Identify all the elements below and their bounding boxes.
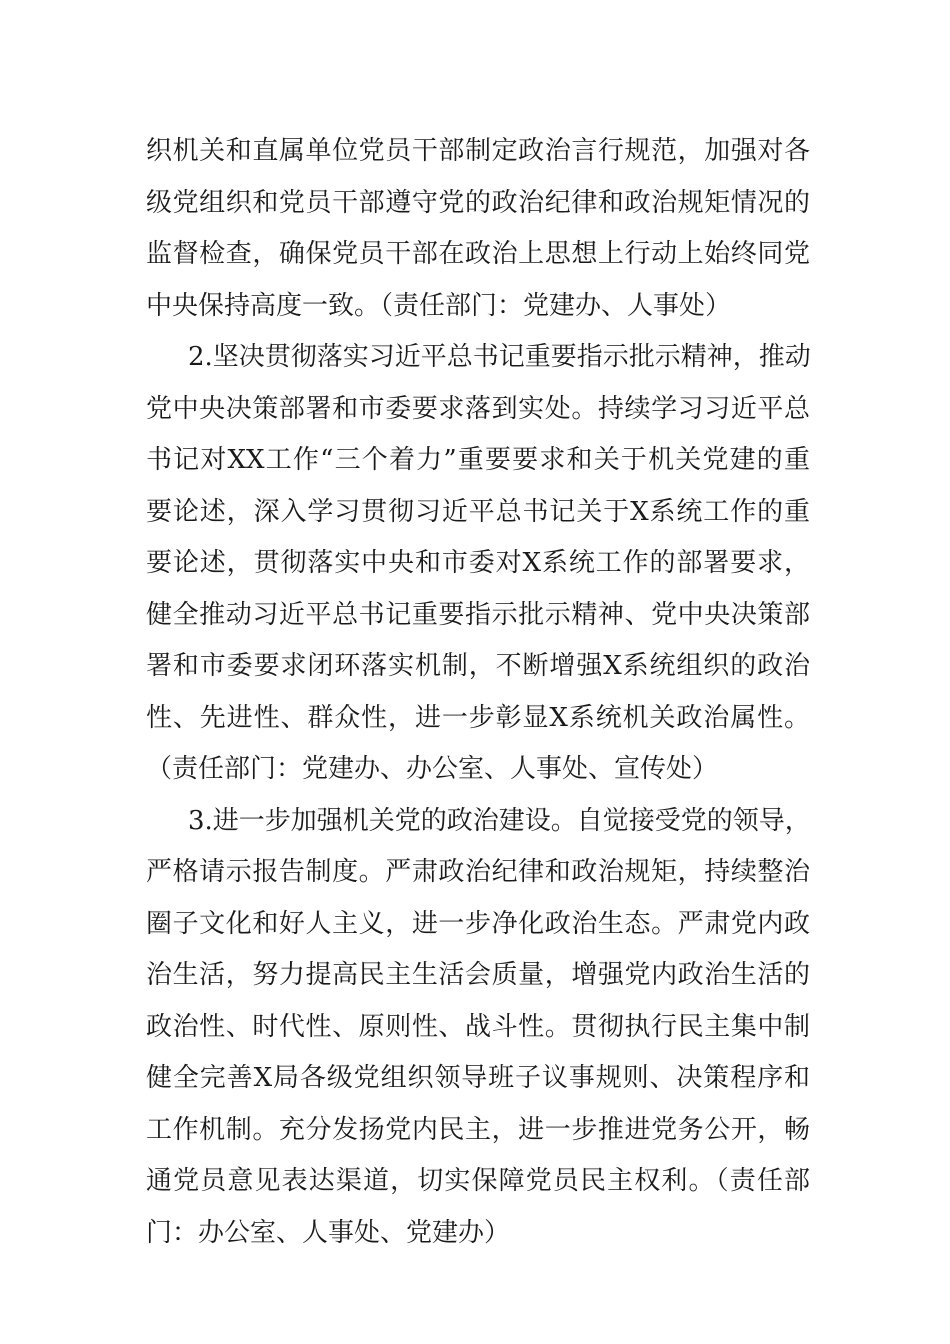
text-line: （责任部门：党建办、办公室、人事处、宣传处） [146,754,719,784]
document-body [146,126,810,1259]
text-line: 治生活，努力提高民主生活会质量，增强党内政治生活的 [146,960,810,990]
text-line: 3.进一步加强机关党的政治建设。自觉接受党的领导， [188,805,811,836]
text-line: 门：办公室、人事处、党建办） [146,1217,511,1248]
text-line: 2.坚决贯彻落实习近平总书记重要指示批示精神，推动 [188,342,811,372]
text-line: 织机关和直属单位党员干部制定政治言行规范，加强对各 [146,136,810,166]
text-line: 工作机制。充分发扬党内民主，进一步推进党务公开，畅 [146,1114,810,1145]
text-line: 监督检查，确保党员干部在政治上思想上行动上始终同党 [146,239,810,269]
text-line: 健全推动习近平总书记重要指示批示精神、党中央决策部 [146,599,810,630]
text-line: 中央保持高度一致。（责任部门：党建办、人事处） [146,290,732,321]
text-line: 圈子文化和好人主义，进一步净化政治生态。严肃党内政 [146,908,810,939]
text-line: 政治性、时代性、原则性、战斗性。贯彻执行民主集中制 [146,1011,810,1042]
text-line: 书记对XX工作“三个着力”重要要求和关于机关党建的重 [146,445,810,475]
text-line: 健全完善X局各级党组织领导班子议事规则、决策程序和 [146,1063,810,1093]
text-line: 严格请示报告制度。严肃政治纪律和政治规矩，持续整治 [146,857,810,887]
text-line: 要论述，深入学习贯彻习近平总书记关于X系统工作的重 [146,496,810,527]
text-line: 要论述，贯彻落实中央和市委对X系统工作的部署要求， [146,548,810,578]
text-line: 性、先进性、群众性，进一步彰显X系统机关政治属性。 [146,702,810,733]
text-line: 党中央决策部署和市委要求落到实处。持续学习习近平总 [146,393,810,424]
text-line: 通党员意见表达渠道，切实保障党员民主权利。（责任部 [146,1166,810,1196]
text-line: 级党组织和党员干部遵守党的政治纪律和政治规矩情况的 [146,187,810,218]
text-line: 署和市委要求闭环落实机制，不断增强X系统组织的政治 [146,651,810,681]
